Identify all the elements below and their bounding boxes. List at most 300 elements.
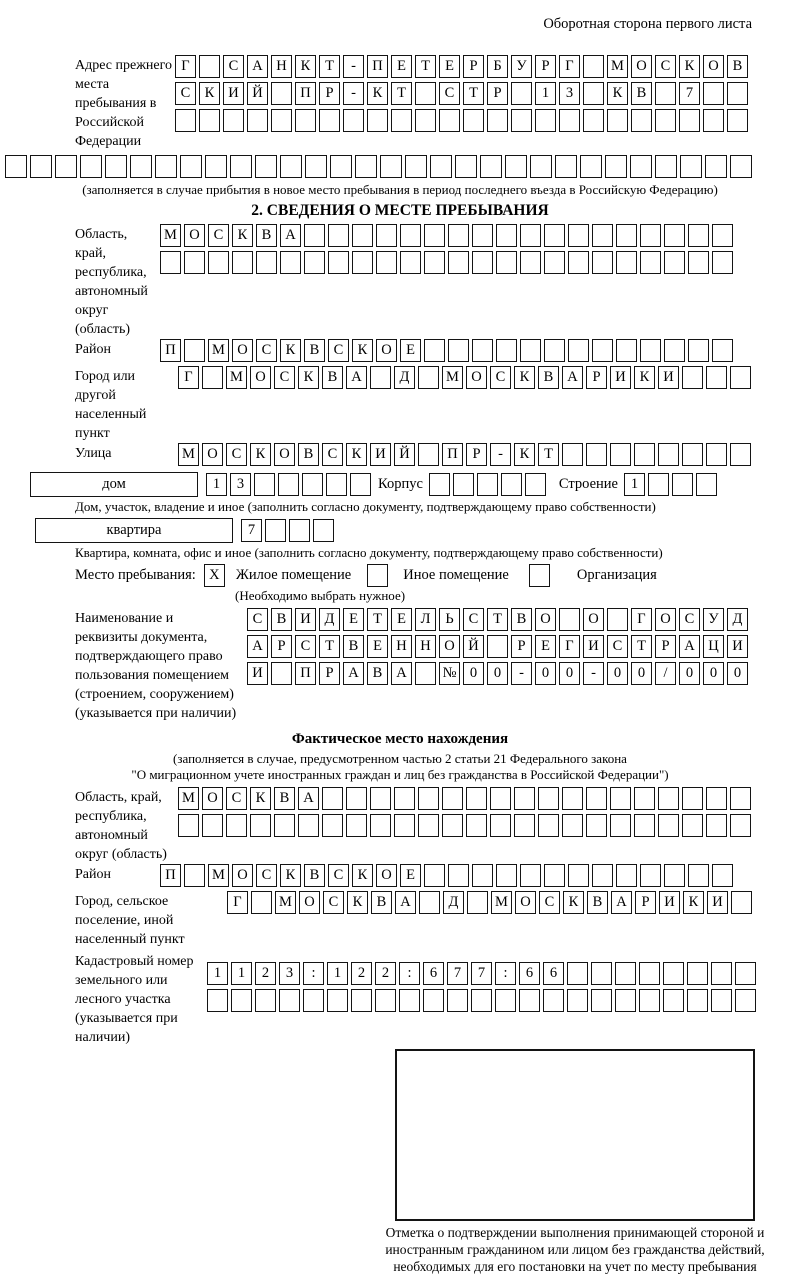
char-box[interactable] (424, 864, 445, 887)
char-box[interactable]: - (583, 662, 604, 685)
char-box[interactable] (330, 155, 352, 178)
char-box[interactable]: Г (178, 366, 199, 389)
char-box[interactable] (712, 224, 733, 247)
char-box[interactable] (472, 864, 493, 887)
char-box[interactable] (343, 109, 364, 132)
char-box[interactable] (706, 366, 727, 389)
char-box[interactable]: Р (655, 635, 676, 658)
char-box[interactable] (616, 251, 637, 274)
char-box[interactable] (520, 864, 541, 887)
char-box[interactable] (586, 787, 607, 810)
char-box[interactable] (727, 82, 748, 105)
char-box[interactable] (664, 224, 685, 247)
char-box[interactable] (639, 989, 660, 1012)
char-box[interactable] (424, 251, 445, 274)
char-box[interactable] (490, 814, 511, 837)
char-box[interactable] (495, 989, 516, 1012)
char-box[interactable] (520, 339, 541, 362)
char-box[interactable]: - (343, 55, 364, 78)
char-box[interactable] (583, 55, 604, 78)
char-box[interactable]: Б (487, 55, 508, 78)
char-box[interactable] (580, 155, 602, 178)
char-box[interactable] (530, 155, 552, 178)
char-box[interactable] (592, 864, 613, 887)
char-box[interactable]: 2 (351, 962, 372, 985)
char-box[interactable] (496, 224, 517, 247)
char-box[interactable] (711, 989, 732, 1012)
char-box[interactable]: О (466, 366, 487, 389)
char-box[interactable]: С (655, 55, 676, 78)
char-box[interactable]: 6 (519, 962, 540, 985)
char-box[interactable] (254, 473, 275, 496)
char-box[interactable] (562, 787, 583, 810)
char-box[interactable] (346, 814, 367, 837)
char-box[interactable] (394, 787, 415, 810)
char-box[interactable]: Е (391, 55, 412, 78)
char-box[interactable]: Д (727, 608, 748, 631)
char-box[interactable]: К (607, 82, 628, 105)
char-box[interactable] (280, 155, 302, 178)
char-box[interactable] (696, 473, 717, 496)
char-box[interactable]: С (223, 55, 244, 78)
char-box[interactable] (418, 814, 439, 837)
char-box[interactable] (313, 519, 334, 542)
char-box[interactable]: И (659, 891, 680, 914)
char-box[interactable] (496, 339, 517, 362)
char-box[interactable]: Л (415, 608, 436, 631)
char-box[interactable] (706, 787, 727, 810)
char-box[interactable] (472, 224, 493, 247)
char-box[interactable]: К (298, 366, 319, 389)
char-box[interactable] (640, 339, 661, 362)
char-box[interactable]: Е (343, 608, 364, 631)
char-box[interactable]: А (391, 662, 412, 685)
char-box[interactable]: 1 (327, 962, 348, 985)
char-box[interactable]: К (347, 891, 368, 914)
char-box[interactable] (298, 814, 319, 837)
char-box[interactable] (322, 814, 343, 837)
char-box[interactable] (682, 814, 703, 837)
char-box[interactable] (688, 864, 709, 887)
char-box[interactable] (415, 662, 436, 685)
char-box[interactable]: М (160, 224, 181, 247)
char-box[interactable] (583, 109, 604, 132)
char-box[interactable]: В (371, 891, 392, 914)
char-box[interactable]: Т (391, 82, 412, 105)
char-box[interactable]: № (439, 662, 460, 685)
char-box[interactable] (175, 109, 196, 132)
char-box[interactable] (712, 251, 733, 274)
char-box[interactable]: Д (319, 608, 340, 631)
char-box[interactable]: Р (511, 635, 532, 658)
char-box[interactable] (180, 155, 202, 178)
char-box[interactable]: С (256, 339, 277, 362)
char-box[interactable]: Т (415, 55, 436, 78)
char-box[interactable]: А (343, 662, 364, 685)
char-box[interactable]: 0 (703, 662, 724, 685)
char-box[interactable] (583, 82, 604, 105)
char-box[interactable] (415, 82, 436, 105)
char-box[interactable] (658, 443, 679, 466)
char-box[interactable]: : (303, 962, 324, 985)
char-box[interactable]: К (683, 891, 704, 914)
char-box[interactable]: С (490, 366, 511, 389)
char-box[interactable] (634, 787, 655, 810)
char-box[interactable] (688, 339, 709, 362)
char-box[interactable] (525, 473, 546, 496)
char-box[interactable] (328, 251, 349, 274)
char-box[interactable]: О (439, 635, 460, 658)
char-box[interactable] (592, 224, 613, 247)
char-box[interactable] (703, 109, 724, 132)
char-box[interactable]: К (514, 366, 535, 389)
char-box[interactable] (472, 339, 493, 362)
char-box[interactable] (303, 989, 324, 1012)
char-box[interactable]: К (634, 366, 655, 389)
char-box[interactable]: П (367, 55, 388, 78)
char-box[interactable] (394, 814, 415, 837)
char-box[interactable] (544, 864, 565, 887)
char-box[interactable] (520, 224, 541, 247)
char-box[interactable] (326, 473, 347, 496)
char-box[interactable] (663, 989, 684, 1012)
char-box[interactable]: 1 (231, 962, 252, 985)
char-box[interactable]: М (178, 443, 199, 466)
char-box[interactable] (448, 864, 469, 887)
char-box[interactable]: И (583, 635, 604, 658)
char-box[interactable]: К (250, 443, 271, 466)
char-box[interactable] (455, 155, 477, 178)
char-box[interactable] (607, 608, 628, 631)
char-box[interactable] (424, 224, 445, 247)
char-box[interactable] (399, 989, 420, 1012)
char-box[interactable] (202, 814, 223, 837)
char-box[interactable] (562, 814, 583, 837)
char-box[interactable]: В (304, 339, 325, 362)
char-box[interactable]: П (160, 864, 181, 887)
char-box[interactable] (591, 962, 612, 985)
char-box[interactable]: Т (463, 82, 484, 105)
char-box[interactable] (735, 962, 756, 985)
char-box[interactable] (418, 366, 439, 389)
char-box[interactable] (424, 339, 445, 362)
char-box[interactable] (415, 109, 436, 132)
char-box[interactable] (207, 989, 228, 1012)
char-box[interactable]: В (298, 443, 319, 466)
char-box[interactable]: Т (538, 443, 559, 466)
char-box[interactable]: Е (367, 635, 388, 658)
char-box[interactable] (467, 891, 488, 914)
char-box[interactable] (265, 519, 286, 542)
char-box[interactable]: Г (559, 635, 580, 658)
char-box[interactable] (616, 224, 637, 247)
char-box[interactable]: А (679, 635, 700, 658)
char-box[interactable] (592, 251, 613, 274)
char-box[interactable] (280, 251, 301, 274)
char-box[interactable] (370, 787, 391, 810)
char-box[interactable] (630, 155, 652, 178)
char-box[interactable]: Н (415, 635, 436, 658)
char-box[interactable] (555, 155, 577, 178)
char-box[interactable] (687, 989, 708, 1012)
char-box[interactable] (712, 864, 733, 887)
char-box[interactable] (514, 814, 535, 837)
char-box[interactable] (711, 962, 732, 985)
char-box[interactable] (430, 155, 452, 178)
char-box[interactable]: К (514, 443, 535, 466)
char-box[interactable] (226, 814, 247, 837)
char-box[interactable] (639, 962, 660, 985)
char-box[interactable] (664, 864, 685, 887)
char-box[interactable] (423, 989, 444, 1012)
char-box[interactable] (610, 787, 631, 810)
char-box[interactable]: К (563, 891, 584, 914)
char-box[interactable] (703, 82, 724, 105)
char-box[interactable]: О (631, 55, 652, 78)
char-box[interactable] (376, 224, 397, 247)
char-box[interactable]: Д (443, 891, 464, 914)
char-box[interactable] (5, 155, 27, 178)
char-box[interactable]: Р (635, 891, 656, 914)
char-box[interactable] (250, 814, 271, 837)
char-box[interactable] (463, 109, 484, 132)
char-box[interactable] (442, 787, 463, 810)
char-box[interactable] (568, 339, 589, 362)
char-box[interactable] (610, 443, 631, 466)
char-box[interactable]: Р (487, 82, 508, 105)
char-box[interactable]: 1 (624, 473, 645, 496)
char-box[interactable]: Г (559, 55, 580, 78)
char-box[interactable] (448, 339, 469, 362)
char-box[interactable]: 6 (543, 962, 564, 985)
char-box[interactable] (271, 82, 292, 105)
char-box[interactable]: С (295, 635, 316, 658)
char-box[interactable]: В (727, 55, 748, 78)
char-box[interactable]: П (442, 443, 463, 466)
char-box[interactable] (130, 155, 152, 178)
char-box[interactable] (105, 155, 127, 178)
char-box[interactable]: О (232, 864, 253, 887)
char-box[interactable] (279, 989, 300, 1012)
char-box[interactable] (405, 155, 427, 178)
char-box[interactable] (255, 989, 276, 1012)
char-box[interactable]: Р (319, 82, 340, 105)
char-box[interactable] (655, 109, 676, 132)
char-box[interactable]: С (463, 608, 484, 631)
char-box[interactable]: 1 (535, 82, 556, 105)
char-box[interactable] (616, 339, 637, 362)
char-box[interactable] (664, 251, 685, 274)
char-box[interactable] (271, 109, 292, 132)
char-box[interactable] (477, 473, 498, 496)
char-box[interactable]: С (607, 635, 628, 658)
char-box[interactable]: К (679, 55, 700, 78)
char-box[interactable] (615, 962, 636, 985)
char-box[interactable]: С (328, 339, 349, 362)
char-box[interactable]: К (280, 864, 301, 887)
char-box[interactable]: 3 (279, 962, 300, 985)
char-box[interactable]: У (511, 55, 532, 78)
char-box[interactable] (380, 155, 402, 178)
char-box[interactable] (453, 473, 474, 496)
char-box[interactable] (202, 366, 223, 389)
char-box[interactable]: В (322, 366, 343, 389)
char-box[interactable]: С (274, 366, 295, 389)
char-box[interactable]: Г (631, 608, 652, 631)
char-box[interactable] (568, 224, 589, 247)
char-box[interactable]: Й (394, 443, 415, 466)
house-field-box[interactable]: дом (30, 472, 198, 497)
char-box[interactable]: 0 (463, 662, 484, 685)
char-box[interactable]: Т (487, 608, 508, 631)
char-box[interactable]: С (539, 891, 560, 914)
char-box[interactable] (730, 787, 751, 810)
char-box[interactable]: М (208, 339, 229, 362)
char-box[interactable] (319, 109, 340, 132)
char-box[interactable] (184, 251, 205, 274)
char-box[interactable] (247, 109, 268, 132)
char-box[interactable] (706, 814, 727, 837)
char-box[interactable]: М (607, 55, 628, 78)
char-box[interactable]: Е (400, 864, 421, 887)
char-box[interactable]: А (562, 366, 583, 389)
char-box[interactable] (304, 224, 325, 247)
char-box[interactable]: 0 (607, 662, 628, 685)
char-box[interactable] (586, 814, 607, 837)
char-box[interactable]: П (295, 662, 316, 685)
checkbox-inoe[interactable] (367, 564, 388, 587)
char-box[interactable]: Р (319, 662, 340, 685)
char-box[interactable] (274, 814, 295, 837)
char-box[interactable] (232, 251, 253, 274)
char-box[interactable] (295, 109, 316, 132)
char-box[interactable]: : (399, 962, 420, 985)
char-box[interactable]: Е (439, 55, 460, 78)
char-box[interactable]: 0 (679, 662, 700, 685)
char-box[interactable] (251, 891, 272, 914)
char-box[interactable]: Т (367, 608, 388, 631)
char-box[interactable]: Т (319, 635, 340, 658)
char-box[interactable] (448, 224, 469, 247)
char-box[interactable]: / (655, 662, 676, 685)
char-box[interactable] (511, 82, 532, 105)
char-box[interactable]: И (727, 635, 748, 658)
char-box[interactable]: Н (391, 635, 412, 658)
char-box[interactable]: О (232, 339, 253, 362)
char-box[interactable]: С (323, 891, 344, 914)
char-box[interactable]: 0 (631, 662, 652, 685)
char-box[interactable]: Р (271, 635, 292, 658)
char-box[interactable] (448, 251, 469, 274)
char-box[interactable]: К (295, 55, 316, 78)
char-box[interactable] (538, 814, 559, 837)
char-box[interactable] (496, 864, 517, 887)
char-box[interactable]: К (250, 787, 271, 810)
char-box[interactable]: В (538, 366, 559, 389)
char-box[interactable] (631, 109, 652, 132)
char-box[interactable] (544, 224, 565, 247)
char-box[interactable]: К (352, 864, 373, 887)
char-box[interactable] (466, 787, 487, 810)
char-box[interactable] (328, 224, 349, 247)
char-box[interactable]: П (160, 339, 181, 362)
char-box[interactable] (501, 473, 522, 496)
char-box[interactable]: Р (466, 443, 487, 466)
char-box[interactable]: М (178, 787, 199, 810)
char-box[interactable] (375, 989, 396, 1012)
char-box[interactable] (567, 962, 588, 985)
char-box[interactable] (447, 989, 468, 1012)
char-box[interactable] (155, 155, 177, 178)
char-box[interactable]: А (611, 891, 632, 914)
char-box[interactable]: В (511, 608, 532, 631)
char-box[interactable] (352, 224, 373, 247)
char-box[interactable] (370, 366, 391, 389)
char-box[interactable]: В (631, 82, 652, 105)
char-box[interactable]: И (610, 366, 631, 389)
char-box[interactable]: Е (391, 608, 412, 631)
char-box[interactable]: 7 (679, 82, 700, 105)
char-box[interactable]: Р (463, 55, 484, 78)
char-box[interactable]: Й (463, 635, 484, 658)
char-box[interactable]: Р (586, 366, 607, 389)
char-box[interactable] (640, 251, 661, 274)
char-box[interactable] (586, 443, 607, 466)
char-box[interactable]: У (703, 608, 724, 631)
char-box[interactable]: С (679, 608, 700, 631)
char-box[interactable]: М (208, 864, 229, 887)
char-box[interactable] (679, 109, 700, 132)
char-box[interactable] (418, 443, 439, 466)
char-box[interactable]: 0 (535, 662, 556, 685)
char-box[interactable]: И (658, 366, 679, 389)
char-box[interactable] (634, 814, 655, 837)
checkbox-zhiloe[interactable]: X (204, 564, 225, 587)
char-box[interactable]: О (376, 864, 397, 887)
char-box[interactable] (471, 989, 492, 1012)
char-box[interactable]: К (352, 339, 373, 362)
char-box[interactable] (687, 962, 708, 985)
char-box[interactable] (727, 109, 748, 132)
char-box[interactable] (591, 989, 612, 1012)
char-box[interactable] (55, 155, 77, 178)
char-box[interactable] (271, 662, 292, 685)
char-box[interactable] (208, 251, 229, 274)
char-box[interactable]: В (367, 662, 388, 685)
char-box[interactable] (505, 155, 527, 178)
char-box[interactable] (230, 155, 252, 178)
char-box[interactable]: О (202, 787, 223, 810)
char-box[interactable]: П (295, 82, 316, 105)
char-box[interactable]: А (395, 891, 416, 914)
char-box[interactable] (80, 155, 102, 178)
char-box[interactable]: - (490, 443, 511, 466)
char-box[interactable] (184, 864, 205, 887)
char-box[interactable]: К (232, 224, 253, 247)
char-box[interactable] (648, 473, 669, 496)
char-box[interactable] (634, 443, 655, 466)
char-box[interactable] (731, 891, 752, 914)
char-box[interactable]: М (275, 891, 296, 914)
char-box[interactable] (605, 155, 627, 178)
char-box[interactable]: В (271, 608, 292, 631)
char-box[interactable]: 0 (559, 662, 580, 685)
char-box[interactable] (615, 989, 636, 1012)
char-box[interactable] (514, 787, 535, 810)
char-box[interactable] (302, 473, 323, 496)
char-box[interactable] (511, 109, 532, 132)
char-box[interactable]: О (583, 608, 604, 631)
